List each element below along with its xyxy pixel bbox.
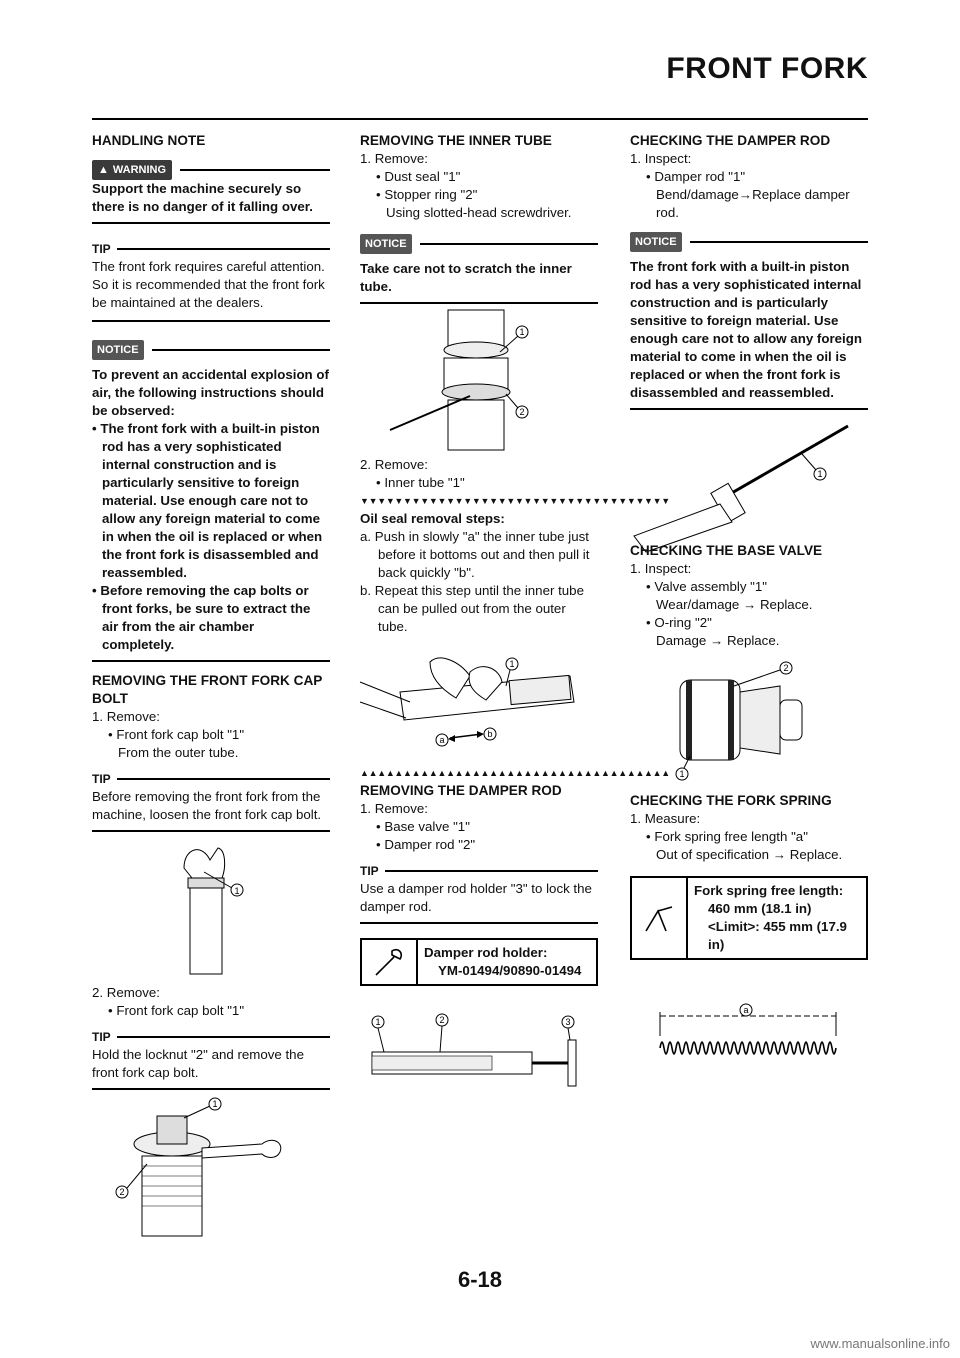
notice-text: Take care not to scratch the inner tube.: [360, 261, 572, 294]
page-title: FRONT FORK: [666, 52, 868, 85]
header-rule: [92, 118, 868, 120]
spec-value: 460 mm (18.1 in): [708, 901, 812, 916]
step: 1. Measure:: [630, 811, 701, 826]
spec-box: [630, 876, 868, 960]
footer-watermark: www.manualsonline.info: [810, 1336, 950, 1351]
svg-text:3: 3: [565, 1017, 571, 1027]
tip-text: Use a damper rod holder "3" to lock the damper rod.: [360, 881, 592, 914]
step-sub: Bend/damage→Replace damper rod.: [656, 187, 850, 220]
notice-text: The front fork with a built-in piston rod has a very sophisticated internal construction and is particularly sensitive to foreign material. Use enough care not to allow any foreign material to come in when the oil is replaced or when the front fork is disassembled and reassembled.: [630, 259, 862, 400]
oil-step: b. Repeat this step until the inner tube can be pulled out from the outer tube.: [360, 583, 584, 634]
step: 1. Remove:: [92, 709, 160, 724]
base-valve-heading: CHECKING THE BASE VALVE: [630, 543, 823, 558]
cap-bolt-removal-figure: [92, 838, 330, 978]
notice-badge: NOTICE: [92, 340, 144, 360]
svg-text:1: 1: [817, 469, 823, 479]
tip-header: TIP: [360, 862, 598, 880]
spec-label: Fork spring free length:: [694, 883, 844, 898]
step: 2. Remove:: [360, 457, 428, 472]
tip-text: Hold the locknut "2" and remove the front fork cap bolt.: [92, 1047, 304, 1080]
step-item: • Valve assembly "1": [646, 579, 768, 594]
cap-bolt-heading: REMOVING THE FRONT FORK CAP BOLT: [92, 673, 323, 706]
step-item: • Dust seal "1": [376, 169, 461, 184]
oil-seal-removal-figure: [360, 642, 598, 762]
spec-limit: <Limit>: 455 mm (17.9 in): [708, 919, 847, 952]
svg-text:1: 1: [234, 886, 240, 896]
tool-icon: [362, 940, 418, 984]
spec-label: Damper rod holder:: [424, 945, 548, 960]
warning-badge: ▲ WARNING: [92, 160, 172, 180]
steps-end-marker: ▲▲▲▲▲▲▲▲▲▲▲▲▲▲▲▲▲▲▲▲▲▲▲▲▲▲▲▲▲▲▲▲▲▲▲▲: [360, 768, 670, 778]
warning-text: Support the machine securely so there is no danger of it falling over.: [92, 181, 313, 214]
step-item: • Stopper ring "2": [376, 187, 478, 202]
step-sub: Wear/damage → Replace.: [656, 597, 813, 612]
steps-start-marker: ▼▼▼▼▼▼▼▼▼▼▼▼▼▼▼▼▼▼▼▼▼▼▼▼▼▼▼▼▼▼▼▼▼▼▼▼: [360, 496, 670, 506]
tip-text: Before removing the front fork from the machine, loosen the front fork cap bolt.: [92, 789, 322, 822]
notice-header: [360, 234, 598, 254]
damper-rod-figure: [630, 416, 868, 536]
step: 1. Remove:: [360, 801, 428, 816]
inner-tube-seal-figure: [360, 310, 598, 450]
svg-text:a: a: [439, 735, 445, 745]
svg-text:2: 2: [783, 663, 789, 673]
measure-icon: [632, 878, 688, 958]
svg-text:2: 2: [119, 1187, 125, 1197]
step-item: • Damper rod "2": [376, 837, 476, 852]
svg-text:1: 1: [679, 769, 685, 779]
step-item: • O-ring "2": [646, 615, 712, 630]
tip-header: TIP: [92, 770, 330, 788]
damper-rod-holder-figure: [360, 1012, 598, 1102]
notice-bullet: • Before removing the cap bolts or front forks, be sure to extract the air from the air chamber completely.: [92, 583, 311, 652]
step-item: • Base valve "1": [376, 819, 470, 834]
tip-header: TIP: [92, 240, 330, 258]
page-number: 6-18: [457, 1267, 503, 1292]
damper-rod-heading: REMOVING THE DAMPER ROD: [360, 783, 562, 798]
inner-tube-heading: REMOVING THE INNER TUBE: [360, 133, 552, 148]
notice-header: [92, 340, 330, 360]
column-1: [92, 132, 330, 1247]
fork-spring-heading: CHECKING THE FORK SPRING: [630, 793, 832, 808]
svg-text:2: 2: [439, 1015, 445, 1025]
notice-badge: NOTICE: [360, 234, 412, 254]
notice-intro: To prevent an accidental explosion of air, the following instructions should be observed:: [92, 367, 329, 418]
svg-text:1: 1: [519, 327, 525, 337]
step-sub: Using slotted-head screwdriver.: [386, 205, 572, 220]
step: 1. Inspect:: [630, 151, 692, 166]
locknut-wrench-figure: [92, 1096, 330, 1241]
step: 1. Inspect:: [630, 561, 692, 576]
svg-text:1: 1: [375, 1017, 381, 1027]
base-valve-figure: [630, 656, 868, 786]
fork-spring-figure: [630, 996, 868, 1066]
notice-badge: NOTICE: [630, 232, 682, 252]
check-damper-heading: CHECKING THE DAMPER ROD: [630, 133, 831, 148]
column-3: [630, 132, 868, 1072]
svg-text:b: b: [487, 729, 493, 739]
svg-text:1: 1: [212, 1099, 218, 1109]
tip-header: TIP: [92, 1028, 330, 1046]
notice-bullet: • The front fork with a built-in piston rod has a very sophisticated internal construction and is particularly sensitive to foreign material. Use enough care not to allow any foreign material to come in when the oil is replaced or when the front fork is disassembled and reassembled.: [92, 421, 323, 580]
tip-text: The front fork requires careful attention. So it is recommended that the front fork be maintained at the dealers.: [92, 259, 325, 310]
step-sub: From the outer tube.: [118, 745, 239, 760]
step: 1. Remove:: [360, 151, 428, 166]
step-item: • Damper rod "1": [646, 169, 746, 184]
step-item: • Front fork cap bolt "1": [108, 727, 245, 742]
svg-text:2: 2: [519, 407, 525, 417]
step-item: • Fork spring free length "a": [646, 829, 808, 844]
step: 2. Remove:: [92, 985, 160, 1000]
oil-seal-heading: Oil seal removal steps:: [360, 511, 505, 526]
spec-box: [360, 938, 598, 986]
step-sub: Damage → Replace.: [656, 633, 780, 648]
handling-note-heading: HANDLING NOTE: [92, 133, 206, 148]
step-item: • Front fork cap bolt "1": [108, 1003, 245, 1018]
warning-header: [92, 160, 330, 180]
step-item: • Inner tube "1": [376, 475, 465, 490]
svg-text:a: a: [743, 1005, 749, 1015]
notice-header: [630, 232, 868, 252]
warning-icon: ▲: [98, 164, 109, 176]
spec-value: YM-01494/90890-01494: [438, 963, 582, 978]
step-sub: Out of specification → Replace.: [656, 847, 843, 862]
svg-text:1: 1: [509, 659, 515, 669]
oil-step: a. Push in slowly "a" the inner tube just before it bottoms out and then pull it back quickly "b".: [360, 529, 590, 580]
